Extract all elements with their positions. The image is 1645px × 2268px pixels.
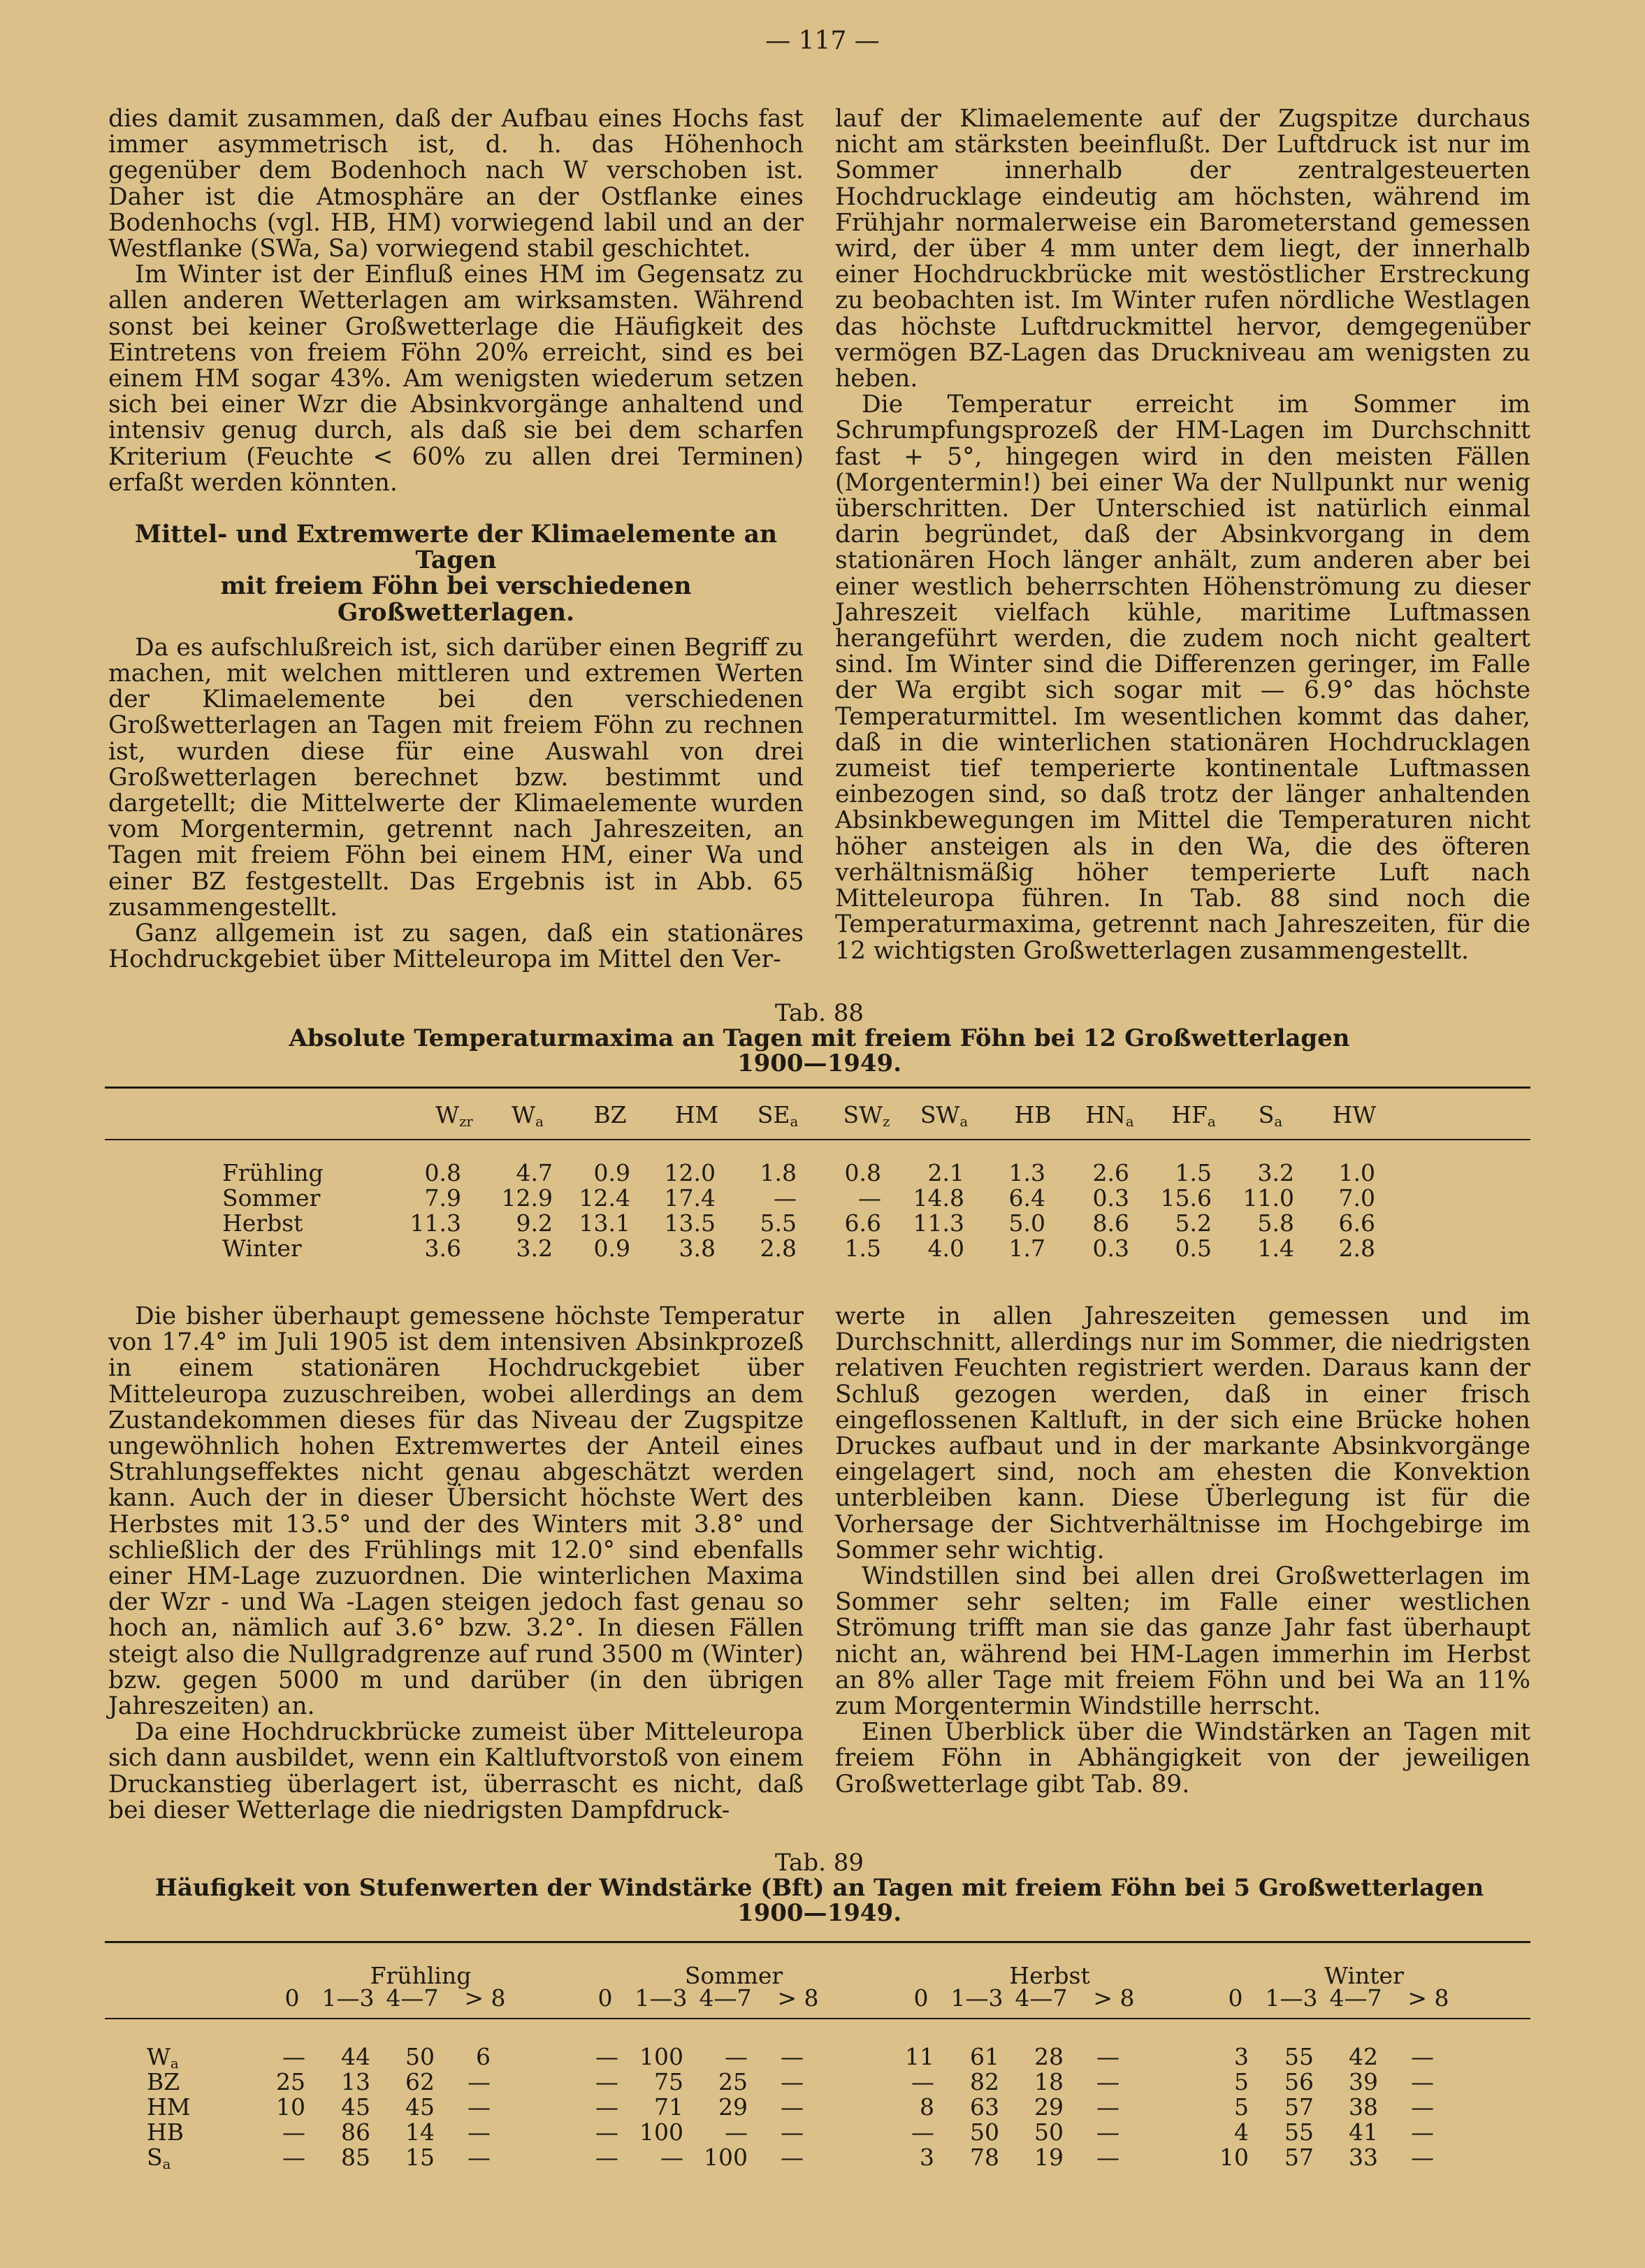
table-88-cell: 5.2 — [1175, 1209, 1212, 1237]
table-88-cell: 3.6 — [424, 1235, 461, 1262]
table-88-col-header: $W_{zr}$ — [435, 1101, 473, 1130]
table-89-cell: 41 — [1349, 2118, 1378, 2146]
table-88-cell: 7.0 — [1338, 1184, 1375, 1212]
table-88-cell: 1.4 — [1257, 1235, 1294, 1262]
table-88-cell: 9.2 — [516, 1209, 553, 1237]
table-89-cell: 28 — [1034, 2043, 1064, 2070]
table-88-col-header: $SE_a$ — [757, 1101, 799, 1130]
table-89-cell: 29 — [718, 2093, 748, 2121]
table-89-cell: 50 — [970, 2118, 999, 2146]
table-88-cell: 3.2 — [1257, 1159, 1294, 1186]
table-88-cell: 0.5 — [1175, 1235, 1212, 1262]
table-89-season-header: Frühling — [370, 1962, 472, 1989]
middle-left-column — [108, 1304, 804, 1824]
table-89-cell: 45 — [341, 2093, 370, 2121]
table-89-cell: 25 — [718, 2068, 748, 2095]
table-89-cell: 10 — [1219, 2144, 1249, 2171]
table-89-subcol-header: > 8 — [777, 1984, 819, 2012]
table-89-cell: — — [781, 2093, 804, 2121]
table-89-cell: — — [595, 2093, 618, 2121]
table-88-row-label: Frühling — [222, 1159, 324, 1186]
table-89-cell: — — [1411, 2068, 1434, 2095]
table-89-cell: — — [595, 2144, 618, 2171]
table-89-cell: 86 — [341, 2118, 370, 2146]
table-89-cell: — — [1096, 2144, 1119, 2171]
table-89-cell: 57 — [1284, 2144, 1314, 2171]
table-89-cell: 3 — [1234, 2043, 1249, 2070]
table-89-cell: 100 — [639, 2043, 683, 2070]
table-89-cell: — — [1411, 2144, 1434, 2171]
table-89-cell: 75 — [654, 2068, 683, 2095]
table-89-header-rule — [105, 2018, 1530, 2019]
table-89-subcol-header: 1—3 — [1265, 1984, 1318, 2012]
table-89-cell: 33 — [1349, 2144, 1378, 2171]
table-89-cell: — — [282, 2118, 305, 2146]
table-89-cell: — — [1411, 2043, 1434, 2070]
table-89-cell: 57 — [1284, 2093, 1314, 2121]
table-89-cell: 38 — [1349, 2093, 1378, 2121]
table-88-col-header: BZ — [593, 1101, 627, 1128]
table-88-cell: 2.8 — [1338, 1235, 1375, 1262]
table-89-cell: 100 — [704, 2144, 748, 2171]
table-88-row-label: Herbst — [222, 1209, 303, 1237]
table-89-cell: 5 — [1234, 2068, 1249, 2095]
table-89-subcol-header: 4—7 — [386, 1984, 439, 2012]
table-89-years: 1900—1949. — [737, 1899, 902, 1927]
table-88-caption — [108, 1001, 1530, 1076]
table-89-cell: — — [660, 2144, 683, 2171]
table-88-cell: 6.4 — [1008, 1184, 1045, 1212]
table-88-cell: 0.8 — [424, 1159, 461, 1186]
table-89-caption — [108, 1850, 1530, 1926]
table-89-cell: 10 — [276, 2093, 305, 2121]
table-89-cell: — — [282, 2043, 305, 2070]
table-88-col-header: $W_a$ — [512, 1101, 544, 1130]
table-89-cell: — — [781, 2043, 804, 2070]
table-88-cell: 3.2 — [516, 1235, 553, 1262]
table-89-cell: 13 — [341, 2068, 370, 2095]
table-89-top-rule — [105, 1941, 1530, 1943]
table-89-subcol-header: 0 — [284, 1984, 300, 2012]
table-88-cell: 2.1 — [927, 1159, 964, 1186]
table-88-col-header: $HF_a$ — [1171, 1101, 1216, 1130]
table-88-years: 1900—1949. — [737, 1049, 902, 1077]
paragraph: Einen Überblick über die Windstärken an Tagen mit freiem Föhn in Abhängigkeit von der jeweiligen Großwetterlage gibt Tab. 89. — [835, 1718, 1530, 1798]
top-text-columns — [108, 106, 1530, 973]
table-89-cell: 85 — [341, 2144, 370, 2171]
table-88-col-header: $HN_a$ — [1085, 1101, 1134, 1130]
table-88-cell: 11.3 — [913, 1209, 964, 1237]
table-89-row-label: HM — [147, 2093, 191, 2121]
table-89-subcol-header: > 8 — [1407, 1984, 1449, 2012]
table-88-cell: 0.8 — [844, 1159, 881, 1186]
table-89-cell: — — [468, 2118, 491, 2146]
table-89-cell: — — [781, 2068, 804, 2095]
table-89-cell: 100 — [639, 2118, 683, 2146]
table-89-label: Tab. 89 — [775, 1849, 864, 1877]
table-88-row-label: Winter — [222, 1235, 302, 1262]
table-89-cell: — — [595, 2043, 618, 2070]
paragraph: Die bisher überhaupt gemessene höchste Temperatur von 17.4° im Juli 1905 ist dem intensiven Absinkprozeß in einem stationären Hochdruckgebiet über Mitteleuropa zuzuschreiben, wobei allerdings an dem Zustandekommen dieses für das Niveau der Zugspitze ungewöhnlich hohen Extremwertes der Anteil eines Strahlungseffektes nicht genau abgeschätzt werden kann. Auch der in dieser Übersicht höchste Wert des Herbstes mit 13.5° und der des Winters mit 3.8° und schließlich der des Frühlings mit 12.0° sind ebenfalls einer HM-Lage zuzuordnen. Die winterlichen Maxima der Wzr - und Wa -Lagen steigen jedoch fast genau so hoch an, nämlich auf 3.6° bzw. 3.2°. In diesen Fällen steigt also die Nullgradgrenze auf rund 3500 m (Winter) bzw. gegen 5000 m und darüber (in den übrigen Jahreszeiten) an. — [108, 1302, 804, 1721]
table-89-cell: 3 — [920, 2144, 934, 2171]
table-89-cell: 18 — [1034, 2068, 1064, 2095]
table-88-cell: 6.6 — [1338, 1209, 1375, 1237]
table-89-subcol-header: 1—3 — [950, 1984, 1003, 2012]
table-89-cell: — — [1411, 2093, 1434, 2121]
table-89-title: Häufigkeit von Stufenwerten der Windstärke (Bft) an Tagen mit freiem Föhn bei 5 Großwetterlagen — [154, 1874, 1484, 1902]
table-89-cell: 61 — [970, 2043, 999, 2070]
table-89-cell: — — [1096, 2068, 1119, 2095]
table-88-label: Tab. 88 — [775, 999, 864, 1027]
table-89-cell: — — [282, 2144, 305, 2171]
table-89-cell: 55 — [1284, 2118, 1314, 2146]
table-89-cell: 39 — [1349, 2068, 1378, 2095]
table-88-col-header: HW — [1332, 1101, 1377, 1128]
table-88-cell: 0.3 — [1092, 1184, 1129, 1212]
table-89-cell: — — [468, 2068, 491, 2095]
table-89-subcol-header: > 8 — [464, 1984, 506, 2012]
table-88-cell: 6.6 — [844, 1209, 881, 1237]
table-89-cell: — — [781, 2118, 804, 2146]
table-88-header-rule — [105, 1139, 1530, 1140]
table-89-subcol-header: 0 — [597, 1984, 613, 2012]
table-89-cell: — — [595, 2118, 618, 2146]
table-88-cell: 5.8 — [1257, 1209, 1294, 1237]
table-89-cell: 62 — [405, 2068, 435, 2095]
table-89-cell: 50 — [1034, 2118, 1064, 2146]
table-89-cell: 45 — [405, 2093, 435, 2121]
top-right-column — [835, 106, 1530, 973]
table-88-col-header: $SW_z$ — [843, 1101, 890, 1130]
table-88-cell: 2.6 — [1092, 1159, 1129, 1186]
table-88-cell: 14.8 — [913, 1184, 964, 1212]
table-89-subcol-header: > 8 — [1093, 1984, 1135, 2012]
table-89-cell: 55 — [1284, 2043, 1314, 2070]
table-89-cell: — — [468, 2093, 491, 2121]
table-89-cell: — — [1096, 2043, 1119, 2070]
table-89-row-label: $S_a$ — [147, 2144, 171, 2172]
table-88-cell: 2.8 — [760, 1235, 797, 1262]
table-88-cell: 4.7 — [516, 1159, 553, 1186]
table-88-cell: 13.1 — [579, 1209, 630, 1237]
table-88-cell: 13.5 — [664, 1209, 716, 1237]
paragraph: werte in allen Jahreszeiten gemessen und im Durchschnitt, allerdings nur im Sommer, die niedrigsten relativen Feuchten registriert werden. Daraus kann der Schluß gezogen werden, daß in einer frisch eingeflossenen Kaltluft, in der sich eine Brücke hohen Druckes aufbaut und in der markante Absinkvorgänge eingelagert sind, noch am ehesten die Konvektion unterbleiben kann. Diese Überlegung ist für die Vorhersage der Sichtverhältnisse im Hochgebirge im Sommer sehr wichtig. — [835, 1302, 1530, 1564]
table-88-cell: 12.4 — [579, 1184, 630, 1212]
table-89-cell: — — [911, 2068, 934, 2095]
table-89-cell: — — [468, 2144, 491, 2171]
table-89-cell: 4 — [1234, 2118, 1249, 2146]
table-89-cell: 78 — [970, 2144, 999, 2171]
table-88-top-rule — [105, 1086, 1530, 1089]
section-heading-line-1: Mittel- und Extremwerte der Klimaelemente an Tagen — [134, 521, 778, 575]
table-88-cell: 1.0 — [1338, 1159, 1375, 1186]
table-88-cell: 7.9 — [424, 1184, 461, 1212]
middle-text-columns — [108, 1304, 1530, 1824]
table-89-cell: 5 — [1234, 2093, 1249, 2121]
middle-right-column — [835, 1304, 1530, 1824]
table-88-cell: 4.0 — [927, 1235, 964, 1262]
table-88-cell: 5.5 — [760, 1209, 797, 1237]
table-88-cell: 3.8 — [679, 1235, 716, 1262]
table-89-cell: — — [1096, 2093, 1119, 2121]
table-88-cell: 0.9 — [593, 1235, 630, 1262]
table-88-cell: 0.3 — [1092, 1235, 1129, 1262]
table-89-subcol-header: 4—7 — [699, 1984, 752, 2012]
paragraph: Windstillen sind bei allen drei Großwetterlagen im Sommer sehr selten; im Falle einer westlichen Strömung trifft man sie das ganze Jahr fast überhaupt nicht an, während bei HM-Lagen immerhin im Herbst an 8% aller Tage mit freiem Föhn und bei Wa an 11% zum Morgentermin Windstille herrscht. — [835, 1562, 1530, 1721]
table-89-cell: 14 — [405, 2118, 435, 2146]
table-89-cell: 11 — [905, 2043, 934, 2070]
table-89-cell: — — [725, 2118, 748, 2146]
table-89-cell: 6 — [476, 2043, 491, 2070]
table-88-cell: 1.7 — [1008, 1235, 1045, 1262]
table-89-season-header: Winter — [1324, 1962, 1404, 1989]
table-89-cell: — — [725, 2043, 748, 2070]
top-left-column — [108, 106, 804, 973]
table-88-cell: 11.3 — [410, 1209, 461, 1237]
table-89-season-header: Herbst — [1009, 1962, 1090, 1989]
table-88-row-label: Sommer — [222, 1184, 321, 1212]
table-89-subcol-header: 1—3 — [321, 1984, 375, 2012]
table-89-cell: 8 — [920, 2093, 934, 2121]
table-88-cell: — — [774, 1184, 797, 1212]
table-89-cell: — — [911, 2118, 934, 2146]
section-heading-line-2: mit freiem Föhn bei verschiedenen Großwetterlagen. — [220, 572, 692, 627]
table-89-cell: — — [1411, 2118, 1434, 2146]
table-89-cell: 25 — [276, 2068, 305, 2095]
table-89-cell: 50 — [405, 2043, 435, 2070]
table-89-subcol-header: 4—7 — [1329, 1984, 1382, 2012]
table-89-season-header: Sommer — [684, 1962, 783, 1989]
table-89-cell: 15 — [405, 2144, 435, 2171]
table-89-cell: 82 — [970, 2068, 999, 2095]
table-89-cell: 63 — [970, 2093, 999, 2121]
table-89-subcol-header: 0 — [1228, 1984, 1243, 2012]
paragraph: Im Winter ist der Einfluß eines HM im Gegensatz zu allen anderen Wetterlagen am wirksamsten. Während sonst bei keiner Großwetterlage die Häufigkeit des Eintretens von freiem Föhn 20% erreicht, sind es bei einem HM sogar 43%. Am wenigsten wiederum setzen sich bei einer Wzr die Absinkvorgänge anhaltend und intensiv genug durch, als daß sie bei dem scharfen Kriterium (Feuchte < 60% zu allen drei Terminen) erfaßt werden könnten. — [108, 261, 804, 497]
paragraph: Da es aufschlußreich ist, sich darüber einen Begriff zu machen, mit welchen mittleren und extremen Werten der Klimaelemente bei den verschiedenen Großwetterlagen an Tagen mit freiem Föhn zu rechnen ist, wurden diese für eine Auswahl von drei Großwetterlagen berechnet bzw. bestimmt und dargetellt; die Mittelwerte der Klimaelemente wurden vom Morgentermin, getrennt nach Jahreszeiten, an Tagen mit freiem Föhn bei einem HM, einer Wa und einer BZ festgestellt. Das Ergebnis ist in Abb. 65 zusammengestellt. — [108, 633, 804, 922]
table-88-cell: 11.0 — [1242, 1184, 1294, 1212]
table-88-cell: 0.9 — [593, 1159, 630, 1186]
table-88-title: Absolute Temperaturmaxima an Tagen mit freiem Föhn bei 12 Großwetterlagen — [289, 1024, 1350, 1052]
table-88-col-header: $SW_a$ — [920, 1101, 969, 1130]
table-89-row-label: BZ — [147, 2068, 180, 2095]
table-89-row-label: HB — [147, 2118, 184, 2146]
table-88-col-header: HM — [674, 1101, 719, 1128]
table-89-cell: — — [595, 2068, 618, 2095]
table-89-row-label: $W_a$ — [147, 2043, 179, 2072]
table-88-cell: 15.6 — [1160, 1184, 1212, 1212]
table-88-cell: 1.8 — [760, 1159, 797, 1186]
table-89-cell: 29 — [1034, 2093, 1064, 2121]
page-number: — 117 — — [765, 27, 880, 55]
table-89-cell: 19 — [1034, 2144, 1064, 2171]
table-89-cell: 56 — [1284, 2068, 1314, 2095]
paragraph: lauf der Klimaelemente auf der Zugspitze durchaus nicht am stärksten beeinflußt. Der Luftdruck ist nur im Sommer innerhalb der zentralgesteuerten Hochdrucklage eindeutig am höchsten, während im Frühjahr normalerweise ein Barometerstand gemessen wird, der über 4 mm unter dem liegt, der innerhalb einer Hochdruckbrücke mit westöstlicher Erstreckung zu beobachten ist. Im Winter rufen nördliche Westlagen das höchste Luftdruckmittel hervor, demgegenüber vermögen BZ-Lagen das Druckniveau am wenigsten zu heben. — [835, 105, 1530, 393]
table-88-cell: 12.9 — [501, 1184, 553, 1212]
table-88-col-header: HB — [1014, 1101, 1052, 1128]
table-88-cell: 1.3 — [1008, 1159, 1045, 1186]
paragraph: Da eine Hochdruckbrücke zumeist über Mitteleuropa sich dann ausbildet, wenn ein Kaltluftvorstoß von einem Druckanstieg überlagert ist, überrascht es nicht, daß bei dieser Wetterlage die niedrigsten Dampfdruck- — [108, 1718, 804, 1824]
table-89-subcol-header: 4—7 — [1015, 1984, 1068, 2012]
table-89-cell: 44 — [341, 2043, 370, 2070]
paragraph: Ganz allgemein ist zu sagen, daß ein stationäres Hochdruckgebiet über Mitteleuropa im Mittel den Ver- — [108, 919, 804, 974]
table-88-cell: 17.4 — [664, 1184, 716, 1212]
table-88-cell: 5.0 — [1008, 1209, 1045, 1237]
table-89-cell: — — [781, 2144, 804, 2171]
table-89-subcol-header: 1—3 — [635, 1984, 688, 2012]
table-88-col-header: $S_a$ — [1258, 1101, 1283, 1130]
paragraph: dies damit zusammen, daß der Aufbau eines Hochs fast immer asymmetrisch ist, d. h. das Höhenhoch gegenüber dem Bodenhoch nach W verschoben ist. Daher ist die Atmosphäre an der Ostflanke eines Bodenhochs (vgl. HB, HM) vorwiegend labil und an der Westflanke (SWa, Sa) vorwiegend stabil geschichtet. — [108, 105, 804, 263]
table-88-cell: 12.0 — [664, 1159, 716, 1186]
paragraph: Die Temperatur erreicht im Sommer im Schrumpfungsprozeß der HM-Lagen im Durchschnitt fast + 5°, hingegen wird in den meisten Fällen (Morgentermin!) bei einer Wa der Nullpunkt nur wenig überschritten. Der Unterschied ist natürlich einmal darin begründet, daß der Absinkvorgang in dem stationären Hoch länger anhält, zum anderen aber bei einer westlich beherrschten Höhenströmung zu dieser Jahreszeit vielfach kühle, maritime Luftmassen herangeführt werden, die zudem noch nicht gealtert sind. Im Winter sind die Differenzen geringer, im Falle der Wa ergibt sich sogar mit — 6.9° das höchste Temperaturmittel. Im wesentlichen kommt das daher, daß in die winterlichen stationären Hochdrucklagen zumeist tief temperierte kontinentale Luftmassen einbezogen sind, so daß trotz der länger anhaltenden Absinkbewegungen im Mittel die Temperaturen nicht höher ansteigen als in den Wa, die des öfteren verhältnismäßig höher temperierte Luft nach Mitteleuropa führen. In Tab. 88 sind noch die Temperaturmaxima, getrennt nach Jahreszeiten, für die 12 wichtigsten Großwetterlagen zusammengestellt. — [835, 391, 1530, 965]
table-89-cell: 42 — [1349, 2043, 1378, 2070]
table-88-cell: 8.6 — [1092, 1209, 1129, 1237]
table-88-cell: 1.5 — [844, 1235, 881, 1262]
table-88-cell: — — [858, 1184, 881, 1212]
table-89-cell: — — [1096, 2118, 1119, 2146]
table-89-cell: 71 — [654, 2093, 683, 2121]
table-88-cell: 1.5 — [1175, 1159, 1212, 1186]
table-89-subcol-header: 0 — [913, 1984, 929, 2012]
